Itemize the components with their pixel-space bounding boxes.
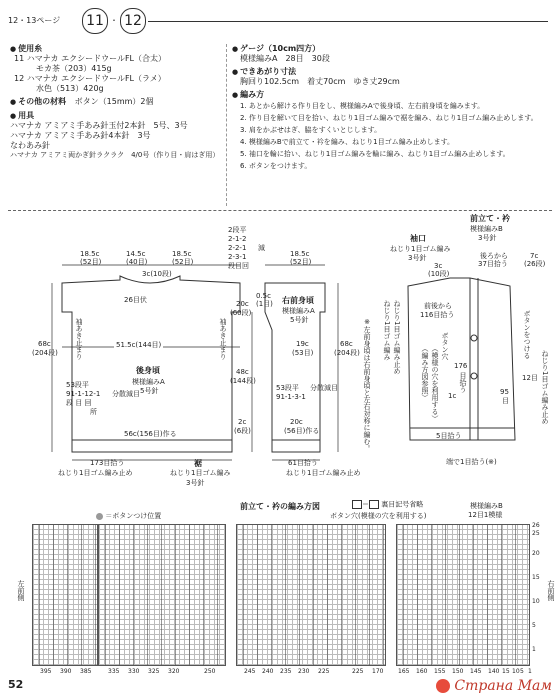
page-number: 52 [8,678,24,691]
tool-line-4: ハマナカ アミアミ両かぎ針ラクラク 4/0号（作り目・肩はぎ用） [10,151,220,159]
placket-1c: 1c [448,392,457,400]
placket-7c: 7c [530,252,539,260]
front-mirror-note: ※左前身頃は右前身頃と左右対称に編む。 [363,318,371,452]
placket-3c-rows: (10段) [428,270,450,278]
button-position-icon [96,513,103,520]
purl-symbol-icon [352,500,362,509]
yarn-line-2: モカ茶（203）415g [36,64,112,73]
x-label: 235 [280,668,292,675]
front-decrease-note: 分散減目 [310,384,338,392]
buttonhole-label: ボタン穴 [441,332,449,360]
front-dim: 18.5c [290,250,310,258]
back-width: 51.5c(144目) [116,341,162,349]
front-height-68-rows: (204段) [334,349,360,357]
gauge-value: 模様編みA 28目 30段 [240,54,330,63]
front-pick-up: 61目拾う [288,459,318,467]
chart-legend-button-text: ＝ボタンつけ位置 [105,512,162,520]
x-label: 325 [148,668,160,675]
placket-back-pickup: 後ろから [480,252,508,260]
back-dim-2: 14.5c [126,250,146,258]
x-label: 330 [128,668,140,675]
chart-x-labels [0,668,560,678]
back-dim-1-stitches: (52目) [80,258,102,266]
hem-title: 裾 [194,459,202,468]
chart-buttonhole-note: ボタン穴(模様の穴を利用する) [330,512,427,520]
tool-line-3: なわあみ針 [10,141,50,150]
gauge-title: ● ゲージ（10cm四方） [232,44,554,54]
watermark [436,678,552,694]
back-decrease-units: 段 目 回 [66,399,92,407]
tool-line-2: ハマナカ アミアミ手あみ針4本針 3号 [10,131,151,140]
method-step-2: 2. 作り目を解いて目を拾い、ねじり1目ゴム編みで裾を編み、ねじり1目ゴム編み止めします。 [240,114,538,122]
placket-needle: 3号針 [478,234,497,242]
shoulder-units: 段目回 [228,262,249,270]
back-dim-2-stitches: (40目) [126,258,148,266]
placket-end-pickup: 端で1目拾う(※) [446,458,497,466]
front-decrease-flat: 53段平 [276,384,299,392]
back-neck-depth-rows: (10段) [150,270,172,278]
x-label: 165 [398,668,410,675]
chart-block-1 [32,524,98,666]
chart-right-side-label: 右前側 [547,580,555,601]
y-label: 1 [532,646,536,653]
x-label: 10 [512,668,520,675]
front-dim-stitches: (52目) [290,258,312,266]
front-edge-05-stitch: (1目) [256,300,273,308]
placket-7c-rows: (26段) [524,260,546,268]
button-1 [471,335,477,341]
buttonhole-note: （模様の穴を利用する） [431,345,439,422]
other-materials-label: ● その他の材料 [10,97,66,106]
buttonhole-see-chart: （編み方図参照） [421,345,429,401]
watermark-logo-icon [436,679,450,693]
chart-legend-purl: ＝ 裏目記号省略 [352,500,423,510]
chart-repeat: 12目1模様 [468,511,503,519]
back-height-20: 20c [236,300,249,308]
x-label: 145 [470,668,482,675]
back-body-outline [62,276,240,440]
back-height-48: 48c [236,368,249,376]
x-label: 335 [108,668,120,675]
x-label: 150 [452,668,464,675]
materials-title: ● 使用糸 [10,44,225,54]
page-reference: 12・13ページ [8,16,61,25]
placket-3c: 3c [434,262,443,270]
placket-12-stitches: 12目 [522,374,538,382]
sleeve-cuff-needle: 3号針 [408,254,427,262]
back-pattern: 模様編みA [132,378,165,386]
x-label: 15 [502,668,510,675]
front-width-19-stitches: (53目) [292,349,314,357]
method-step-3: 3. 肩をかぶせはぎ、脇をすくいとじします。 [240,126,382,134]
placket-edge-rib-note: ねじり1目ゴム編み [383,300,391,361]
chart-block-3 [236,524,386,666]
x-label: 230 [298,668,310,675]
shoulder-dec-1: 2-1-2 [228,235,247,243]
x-label: 320 [168,668,180,675]
x-label: 385 [80,668,92,675]
front-needle: 5号針 [290,316,309,324]
y-label: 26 [532,522,540,529]
x-label: 225 [352,668,364,675]
x-label: 390 [60,668,72,675]
shoulder-decrease: 減 [258,244,265,252]
tools-title: ● 用具 [10,111,225,121]
button-2 [471,373,477,379]
front-hem-bindoff: ねじり1目ゴム編み止め [286,469,361,477]
shoulder-dec-3: 2-3-1 [228,253,247,261]
shoulder-flat: 2段平 [228,226,247,234]
tool-line-1: ハマナカ アミアミ手あみ針玉付2本針 5号、3号 [10,121,188,130]
y-label: 20 [532,550,540,557]
chart-legend-purl-text: 裏目記号省略 [381,500,424,509]
placket-176-pickup: 目拾う [459,372,467,393]
x-label: 225 [318,668,330,675]
front-pattern: 模様編みA [282,307,315,315]
method-step-4: 4. 模様編みBで前立て・衿を編み、ねじり1目ゴム編み止めします。 [240,138,455,146]
back-hem-2c-rows: (6段) [234,427,251,435]
x-label: 5 [520,668,524,675]
hem-pattern: ねじり1目ゴム編み [170,469,231,477]
placket-front-pickup-count: 116目拾う [420,311,455,319]
back-height-68-rows: (204段) [32,349,58,357]
back-decrease-place: 所 [90,408,97,416]
back-title: 後身頃 [136,366,160,375]
yarn-line-3: 12 ハマナカ エクシードウールFL（ラメ） [14,74,166,83]
front-title: 右前身頃 [282,296,314,305]
x-label: 170 [372,668,384,675]
item-number-12: 12 [120,8,146,34]
back-armhole-note-right: 袖あき止まり [219,318,227,360]
front-decrease-formula: 91-1-3-1 [276,393,306,401]
method-step-5: 5. 袖口を輪に拾い、ねじり1目ゴム編みを輪に編み、ねじり1目ゴム編み止めします。 [240,150,510,158]
hem-bindoff: ねじり1目ゴム編み止め [58,469,133,477]
back-armhole-note: 袖あき止まり [75,318,83,360]
back-dim-3: 18.5c [172,250,192,258]
placket-95: 95 [500,388,509,396]
placket-title: 前立て・衿 [470,214,510,223]
front-edge-05: 0.5c [256,292,271,300]
x-label: 155 [434,668,446,675]
back-neck-depth [142,270,172,279]
back-bottom-castoff: 56c(156目)作る [124,430,177,438]
y-label: 5 [532,622,536,629]
back-needle: 5号針 [140,387,159,395]
item-number-11: 11 [82,8,108,34]
x-label: 395 [40,668,52,675]
size-title: ● できあがり寸法 [232,67,554,77]
shoulder-dec-2: 2-2-1 [228,244,247,252]
back-dim-3-stitches: (52目) [172,258,194,266]
front-hem-outline [272,440,320,452]
hem-needle: 3号針 [186,479,205,487]
back-height-20-rows: (60段) [230,309,252,317]
back-decrease-formula: 91-1-12-1 [66,390,101,398]
x-label: 240 [262,668,274,675]
chart-title: 前立て・衿の編み方図 [240,502,320,511]
back-dim-1: 18.5c [80,250,100,258]
x-label: 250 [204,668,216,675]
sleeve-cuff-title: 袖口 [410,234,426,243]
placket-edge-bindoff-note: ねじり1目ゴム編み止め [393,300,401,375]
yarn-line-1: 11 ハマナカ エクシードウールFL（合太） [14,54,167,63]
placket-back-pickup-count: 37目拾う [478,260,508,268]
back-neck-bindoff: 26目伏 [124,296,147,304]
chart-y-labels [532,522,544,654]
front-bottom-castoff: (56目)作る [284,427,320,435]
placket-5-pickup: 5目拾う [436,432,462,440]
method-step-6: 6. ボタンをつけます。 [240,162,312,170]
button-attach-note: ボタンをつける [523,310,531,359]
watermark-text: Страна Мам [454,678,552,694]
x-label: 1 [528,668,532,675]
chart-block-4 [396,524,530,666]
placket-front-pickup: 前後から [424,302,452,310]
back-height-48-rows: (144段) [230,377,256,385]
chart-block-2 [98,524,226,666]
method-title: ● 編み方 [232,90,554,100]
y-label: 25 [532,530,540,537]
back-neck-depth-value: 3c [142,270,151,278]
x-label: 160 [416,668,428,675]
other-materials-value: ボタン（15mm）2個 [74,97,154,106]
purl-symbol-icon-2 [369,500,379,509]
shoulder-note [228,226,249,271]
size-value: 胸回り102.5cm 着丈70cm ゆき丈29cm [240,77,400,86]
chart-left-side-label: 左前側 [17,580,25,601]
placket-95-stitches: 目 [502,397,509,405]
front-bottom-20: 20c [290,418,303,426]
back-pick-up: 173目拾う [90,459,125,467]
back-decrease-note: 分散減目 [112,390,140,398]
x-label: 140 [488,668,500,675]
chart-pattern-b: 模様編みB [470,502,503,510]
back-height-68: 68c [38,340,51,348]
back-hem-2c: 2c [238,418,247,426]
front-width-19: 19c [296,340,309,348]
method-step-1: 1. あとから解ける作り目をし、模様編みAで後身頃、左右前身頃を編みます。 [240,102,485,110]
placket-pattern: 模様編みB [470,225,503,233]
chart-legend-button [96,512,161,521]
yarn-line-4: 水色（513）420g [36,84,104,93]
y-label: 15 [532,574,540,581]
placket-bindoff: ねじり1目ゴム編み止め [541,350,549,425]
front-height-68: 68c [340,340,353,348]
sleeve-cuff-pattern: ねじり1目ゴム編み [390,245,451,253]
y-label: 10 [532,598,540,605]
x-label: 245 [244,668,256,675]
back-hem-outline [72,440,232,452]
back-decrease-flat: 53段平 [66,381,89,389]
placket-176: 176 [454,362,468,370]
dot-separator: ・ [110,16,118,25]
